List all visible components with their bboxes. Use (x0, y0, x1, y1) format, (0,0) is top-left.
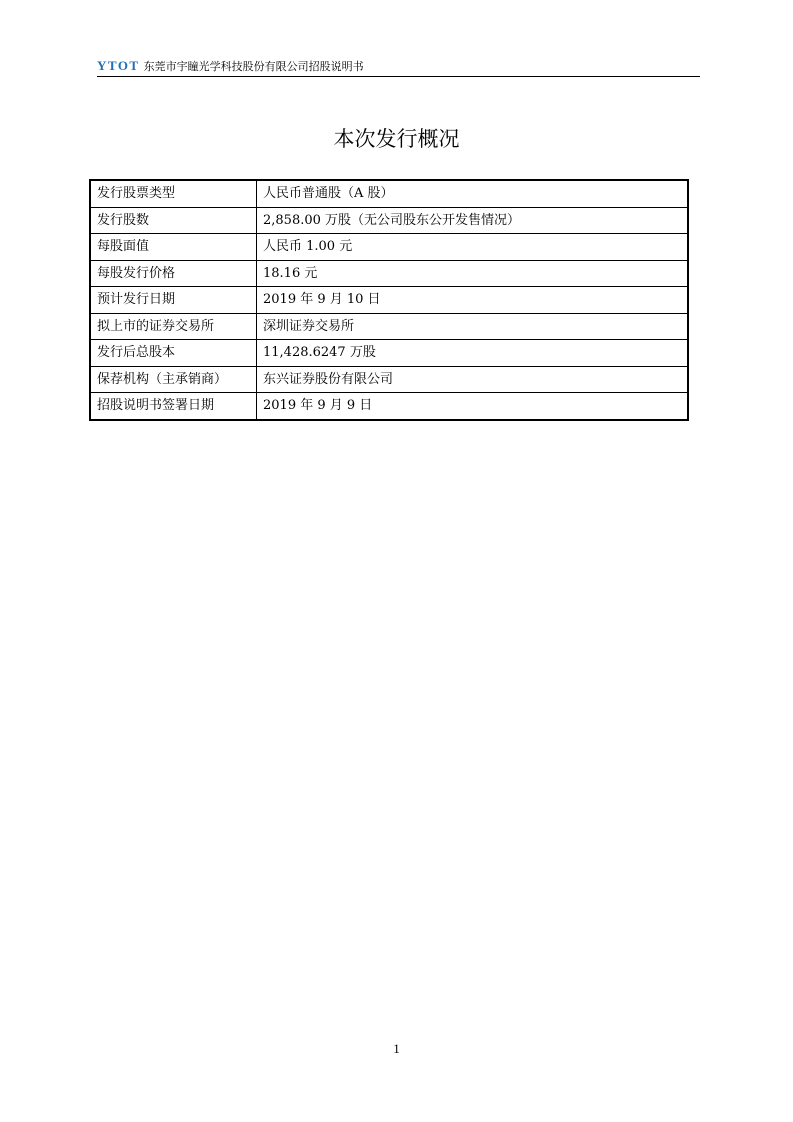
row-value: 18.16 元 (257, 260, 689, 287)
row-label: 保荐机构（主承销商） (90, 366, 257, 393)
row-label: 每股面值 (90, 234, 257, 261)
row-label: 招股说明书签署日期 (90, 393, 257, 420)
table-row (90, 287, 688, 314)
row-value: 人民币 1.00 元 (257, 234, 689, 261)
table-row (90, 260, 688, 287)
table-row (90, 340, 688, 367)
page-header (97, 56, 700, 77)
row-value: 11,428.6247 万股 (257, 340, 689, 367)
row-label: 拟上市的证券交易所 (90, 313, 257, 340)
table-row (90, 234, 688, 261)
row-label: 每股发行价格 (90, 260, 257, 287)
table-row (90, 393, 688, 420)
page-number: 1 (393, 1041, 400, 1056)
row-label: 预计发行日期 (90, 287, 257, 314)
row-value: 2,858.00 万股（无公司股东公开发售情况） (257, 207, 689, 234)
row-label: 发行股票类型 (90, 180, 257, 207)
table-row (90, 366, 688, 393)
row-value: 深圳证券交易所 (257, 313, 689, 340)
row-label: 发行后总股本 (90, 340, 257, 367)
offering-summary-table (89, 179, 689, 421)
company-logo: YTOT (97, 58, 140, 73)
header-title: 东莞市宇瞳光学科技股份有限公司招股说明书 (143, 60, 364, 73)
table-row (90, 207, 688, 234)
table-row (90, 313, 688, 340)
row-label: 发行股数 (90, 207, 257, 234)
page-title: 本次发行概况 (333, 127, 460, 151)
row-value: 2019 年 9 月 10 日 (257, 287, 689, 314)
table-row (90, 180, 688, 207)
row-value: 2019 年 9 月 9 日 (257, 393, 689, 420)
row-value: 人民币普通股（A 股） (257, 180, 689, 207)
row-value: 东兴证券股份有限公司 (257, 366, 689, 393)
